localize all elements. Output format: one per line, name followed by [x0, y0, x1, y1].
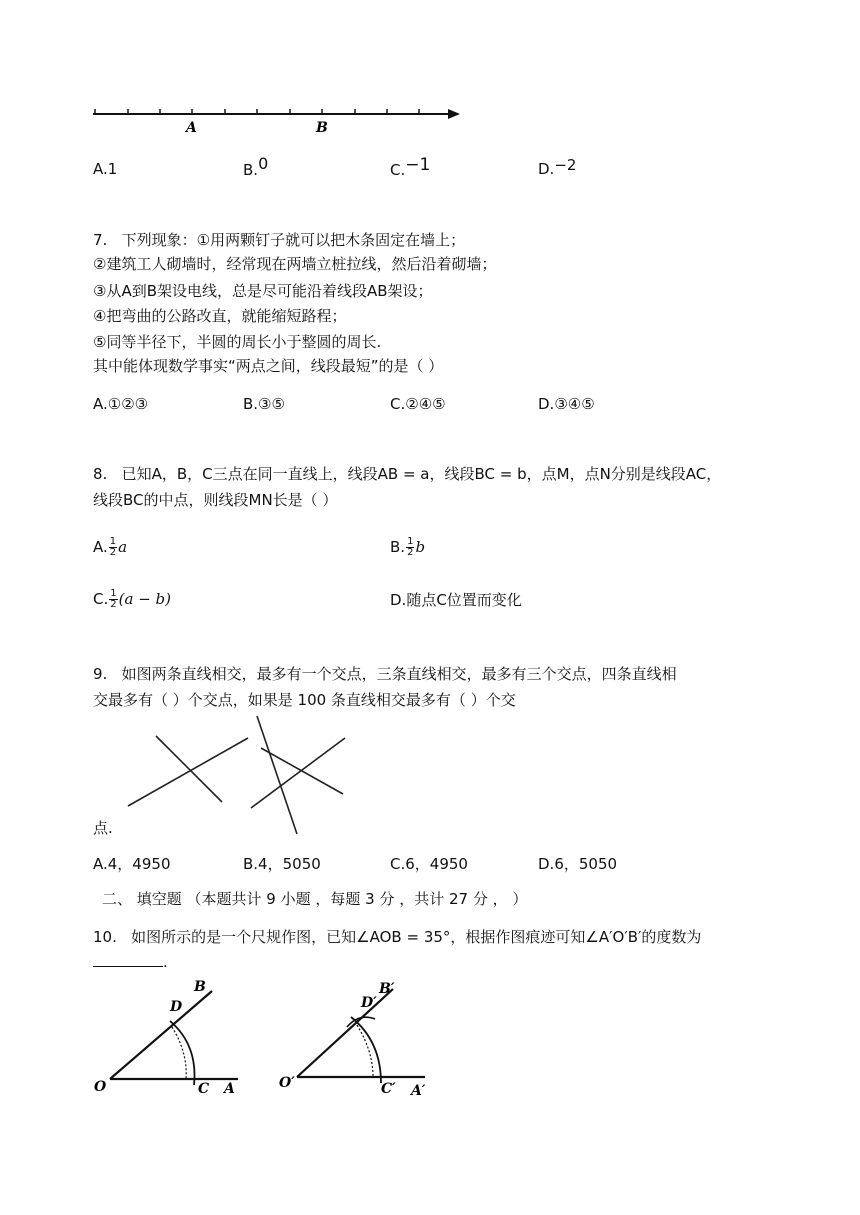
q9-option-a: A.4，4950: [93, 855, 171, 873]
q6-option-d: [538, 156, 577, 178]
q7-option-d: D.③④⑤: [538, 395, 595, 413]
q8-option-c-var: (a − b): [118, 590, 171, 608]
q7-question: 其中能体现数学事实“两点之间，线段最短”的是（ ）: [93, 357, 444, 375]
number-line-figure: [90, 100, 470, 140]
q7-item-4: ④把弯曲的公路改直，就能缩短路程；: [93, 307, 347, 325]
q7-item-3: ③从A到B架设电线，总是尽可能沿着线段AB架设；: [93, 282, 433, 300]
fraction-denominator: 2: [110, 599, 117, 610]
fraction-numerator: 1: [110, 588, 117, 599]
q8-stem-line1: [93, 463, 721, 485]
q7-option-c: C.②④⑤: [390, 395, 446, 413]
q9-option-b: B.4，5050: [243, 855, 321, 873]
angle-aob-figure: [90, 975, 250, 1100]
q8-option-b-var: b: [415, 538, 426, 556]
q9-stem-line1: [93, 663, 677, 685]
fraction-half: [109, 589, 117, 610]
fig2-label-c: C′: [381, 1081, 396, 1097]
section-2-header: 二、 填空题 （本题共计 9 小题 ，每题 3 分 ，共计 27 分 ， ）: [102, 890, 528, 908]
point-b-label: B: [316, 120, 328, 136]
fig2-label-o: O′: [279, 1075, 295, 1091]
q10-number: 10.: [93, 928, 117, 946]
q6-option-d-prefix: D.: [538, 160, 555, 178]
q10-tail: .: [163, 953, 168, 971]
q10-line1-text: 如图所示的是一个尺规作图，已知∠AOB = 35°，根据作图痕迹可知∠A′O′B′的度数为: [131, 928, 702, 946]
q6-option-c-prefix: C.: [390, 161, 406, 179]
fig2-label-b: B′: [379, 981, 395, 997]
q7-item-2: ②建筑工人砌墙时，经常现在两墙立桩拉线，然后沿着砌墙；: [93, 255, 497, 273]
two-lines-figure: [120, 728, 260, 818]
q8-option-d: D.随点C位置而变化: [390, 591, 522, 609]
q8-stem-line2: 线段BC的中点，则线段MN长是（ ）: [93, 491, 338, 509]
q9-stem-tail: 点.: [93, 819, 113, 837]
q9-stem-line2: 交最多有（ ）个交点，如果是 100 条直线相交最多有（ ）个交: [93, 691, 516, 709]
q8-line1-text: 已知A，B，C三点在同一直线上，线段AB = a，线段BC = b，点M，点N分别是线段AC，: [121, 465, 722, 483]
angle-a-prime-o-prime-b-prime-figure: [275, 975, 440, 1100]
q6-option-c-value: −1: [405, 155, 431, 175]
q6-option-d-value: −2: [554, 156, 577, 174]
q6-option-b-prefix: B.: [243, 161, 259, 179]
fraction-denominator: 2: [109, 547, 117, 558]
fraction-half: [406, 537, 414, 558]
q8-option-c: [93, 589, 171, 610]
q9-number: 9.: [93, 665, 108, 683]
q6-option-a: A.1: [93, 160, 118, 178]
fig1-label-b: B: [194, 979, 206, 995]
q9-option-d: D.6，5050: [538, 855, 618, 873]
q7-item-5: ⑤同等半径下，半圆的周长小于整圆的周长.: [93, 333, 382, 351]
q8-option-a: [93, 537, 127, 558]
q8-option-c-prefix: C.: [93, 590, 109, 608]
fig2-label-a: A′: [411, 1083, 426, 1099]
q7-option-a: A.①②③: [93, 395, 149, 413]
q8-option-a-prefix: A.: [93, 538, 108, 556]
q8-option-b-prefix: B.: [390, 538, 406, 556]
q7-stem-text: 下列现象：①用两颗钉子就可以把木条固定在墙上；: [121, 231, 466, 249]
point-a-label: A: [186, 120, 197, 136]
q6-option-b-value: 0: [258, 154, 269, 173]
fig1-label-c: C: [198, 1081, 210, 1097]
q8-option-a-var: a: [118, 538, 128, 556]
q9-line1-text: 如图两条直线相交，最多有一个交点，三条直线相交，最多有三个交点，四条直线相: [121, 665, 677, 683]
q10-stem: [93, 926, 701, 948]
q7-stem: [93, 229, 465, 251]
fraction-denominator: 2: [407, 547, 414, 558]
q7-number: 7.: [93, 231, 108, 249]
q8-number: 8.: [93, 465, 108, 483]
fraction-numerator: 1: [109, 536, 117, 547]
fraction-half: [109, 537, 117, 558]
q9-option-c: C.6，4950: [390, 855, 468, 873]
q8-option-b: [390, 537, 425, 558]
q6-option-b: [243, 154, 269, 179]
q10-answer-line: [93, 951, 168, 973]
fig1-label-o: O: [94, 1079, 107, 1095]
fig1-label-d: D: [170, 999, 183, 1015]
fraction-numerator: 1: [407, 536, 414, 547]
fig1-label-a: A: [224, 1081, 235, 1097]
fig2-label-d: D′: [361, 995, 377, 1011]
q6-option-c: [390, 155, 431, 180]
q7-option-b: B.③⑤: [243, 395, 285, 413]
answer-blank[interactable]: [93, 952, 163, 967]
three-lines-figure: [245, 712, 355, 837]
